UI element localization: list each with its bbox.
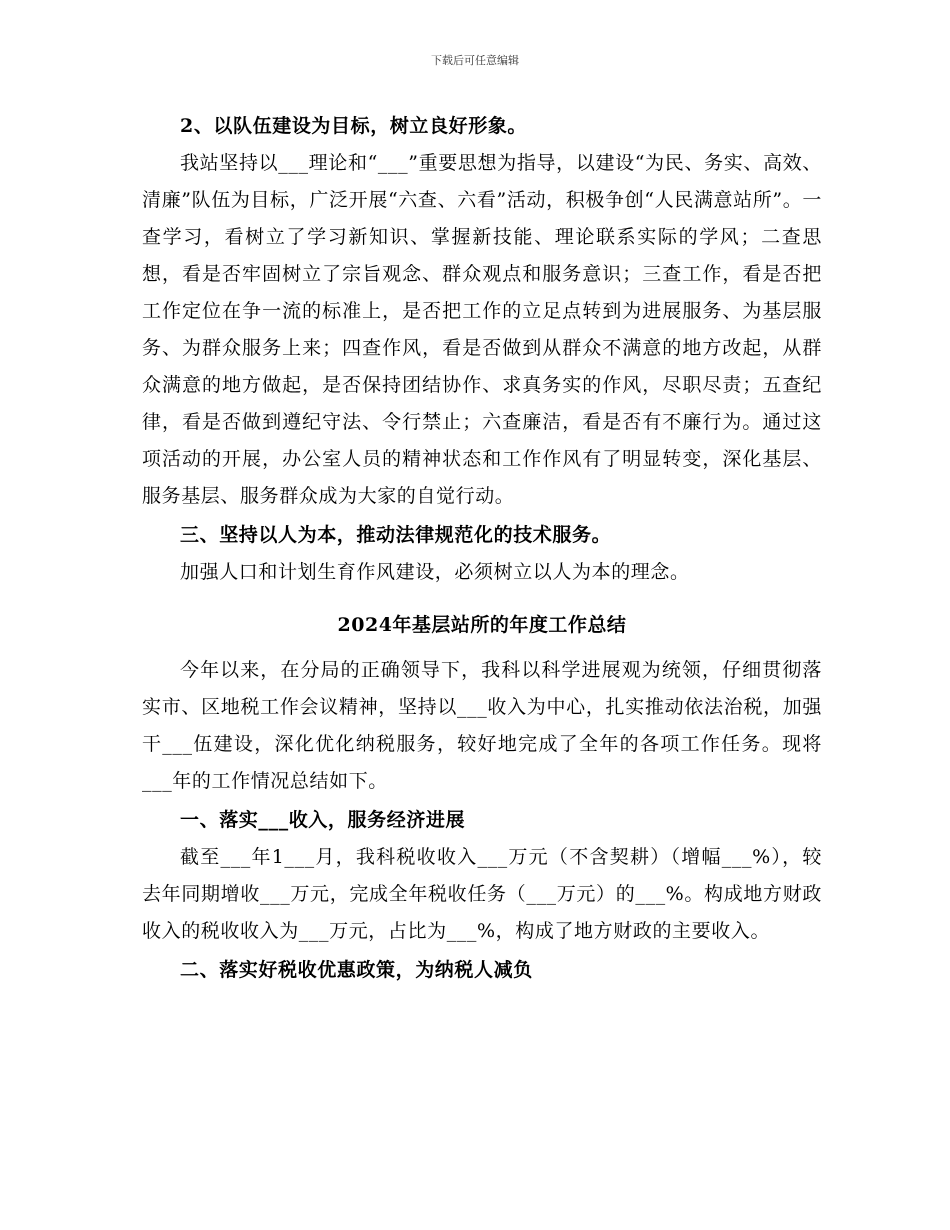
page-header: 下载后可任意编辑 [431, 54, 519, 67]
document-body [142, 108, 822, 989]
section-heading: 二、落实好税收优惠政策，为纳税人减负 [180, 959, 533, 981]
paragraph: 我站坚持以___理论和“___”重要思想为指导，以建设“为民、务实、高效、清廉”队伍为目标，广泛开展“六查、六看”活动，积极争创“人民满意站所”。一查学习，看树立了学习新知识、掌握新技能、理论联系实际的学风；二查思想，看是否牢固树立了宗旨观念、群众观点和服务意识；三查工作，看是否把工作定位在争一流的标准上，是否把工作的立足点转到为进展服务、为基层服务、为群众服务上来；四查作风，看是否做到从群众不满意的地方改起，从群众满意的地方做起，是否保持团结协作、求真务实的作风，尽职尽责；五查纪律，看是否做到遵纪守法、令行禁止；六查廉洁，看是否有不廉行为。通过这项活动的开展，办公室人员的精神状态和工作作风有了明显转变，深化基层、服务基层、服务群众成为大家的自觉行动。 [142, 152, 822, 507]
document-title: 2024年基层站所的年度工作总结 [337, 614, 627, 636]
section-heading: 一、落实___收入，服务经济进展 [180, 809, 466, 831]
section-heading: 三、坚持以人为本，推动法律规范化的技术服务。 [180, 524, 612, 546]
paragraph: 截至___年1___月，我科税收收入___万元（不含契耕）（增幅___%），较去年同期增收___万元，完成全年税收任务（___万元）的___%。构成地方财政收入的税收收入为___万元，占比为___%，构成了地方财政的主要收入。 [142, 846, 822, 942]
section-heading: 2、以队伍建设为目标，树立良好形象。 [180, 115, 528, 137]
paragraph: 今年以来，在分局的正确领导下，我科以科学进展观为统领，仔细贯彻落实市、区地税工作会议精神，坚持以___收入为中心，扎实推动依法治税，加强干___伍建设，深化优化纳税服务，较好地完成了全年的各项工作任务。现将___年的工作情况总结如下。 [142, 659, 822, 792]
paragraph: 加强人口和计划生育作风建设，必须树立以人为本的理念。 [180, 561, 690, 583]
